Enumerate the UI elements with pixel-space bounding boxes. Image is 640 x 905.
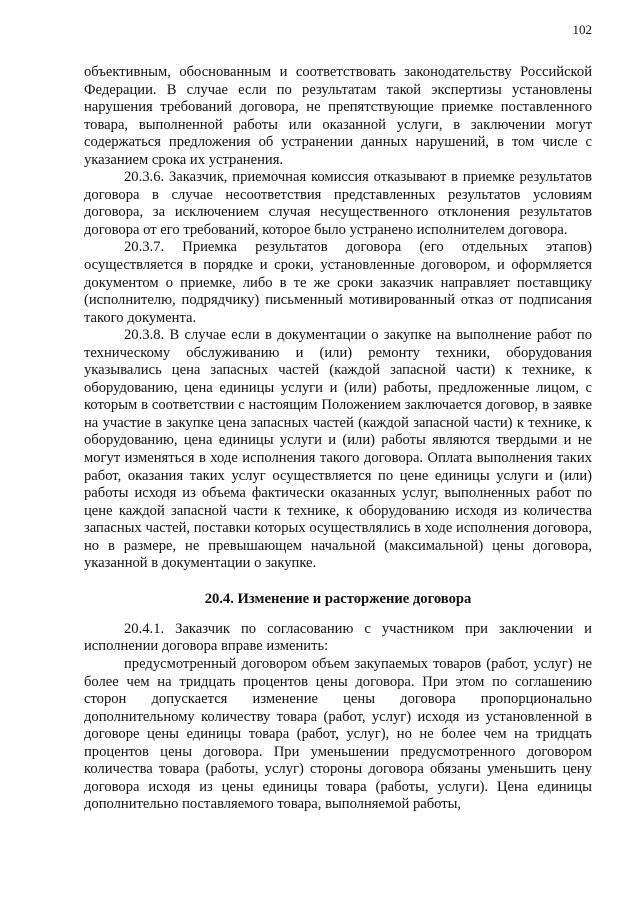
paragraph-20-3-8: 20.3.8. В случае если в документации о закупке на выполнение работ по техническому обслуживанию и (или) ремонту техники, оборудования указывались цена запасных частей (каждой запасной части) к технике, к оборудованию, цена единицы услуги и (или) работы, предложенные лицом, с которым в соответствии с настоящим Положением заключается договор, в заявке на участие в закупке цена запасных частей (каждой запасной части) к технике, к оборудованию, цена единицы услуги и (или) работы являются твердыми и не могут изменяться в ходе исполнения такого договора. Оплата выполнения таких работ, оказания таких услуг осуществляется по цене единицы услуги и (или) работы исходя из объема фактически оказанных услуг, выполненных работ по цене каждой запасной части к технике, к оборудованию исходя из количества запасных частей, поставки которых осуществлялись в ходе исполнения договора, но в размере, не превышающем начальной (максимальной) цены договора, указанной в документации о закупке. <box>84 327 592 572</box>
paragraph-volume-change: предусмотренный договором объем закупаемых товаров (работ, услуг) не более чем на тридцать процентов цены договора. При этом по соглашению сторон допускается изменение цены договора пропорционально дополнительному количеству товара (работ, услуг) исходя из установленной в договоре цены единицы товара (работ, услуг), но не более чем на тридцать процентов цены договора. При уменьшении предусмотренного договором количества товара (работы, услуг) стороны договора обязаны уменьшить цену договора исходя из цены единицы товара (работы, услуги). Цена единицы дополнительно поставляемого товара, выполняемой работы, <box>84 655 592 813</box>
document-body <box>84 64 592 814</box>
section-heading: 20.4. Изменение и расторжение договора <box>204 590 472 607</box>
paragraph-20-3-7: 20.3.7. Приемка результатов договора (его отдельных этапов) осуществляется в порядке и сроки, установленные договором, и оформляется документом о приемке, либо в те же сроки заказчик направляет поставщику (исполнителю, подрядчику) письменный мотивированный отказ от подписания такого документа. <box>84 239 592 326</box>
paragraph-continuation: объективным, обоснованным и соответствовать законодательству Российской Федерации. В случае если по результатам такой экспертизы установлены нарушения требований договора, не препятствующие приемке поставленного товара, выполненной работы или оказанной услуги, в заключении могут содержаться предложения об устранении данных нарушений, в том числе с указанием срока их устранения. <box>84 64 592 168</box>
paragraph-20-4-1: 20.4.1. Заказчик по согласованию с участником при заключении и исполнении договора вправе изменить: <box>84 620 592 655</box>
page-number: 102 <box>572 22 592 37</box>
paragraph-20-3-6: 20.3.6. Заказчик, приемочная комиссия отказывают в приемке результатов договора в случае несоответствия представленных результатов условиям договора, за исключением случая несущественного отклонения результатов договора от его требований, которое было устранено исполнителем договора. <box>84 169 592 238</box>
